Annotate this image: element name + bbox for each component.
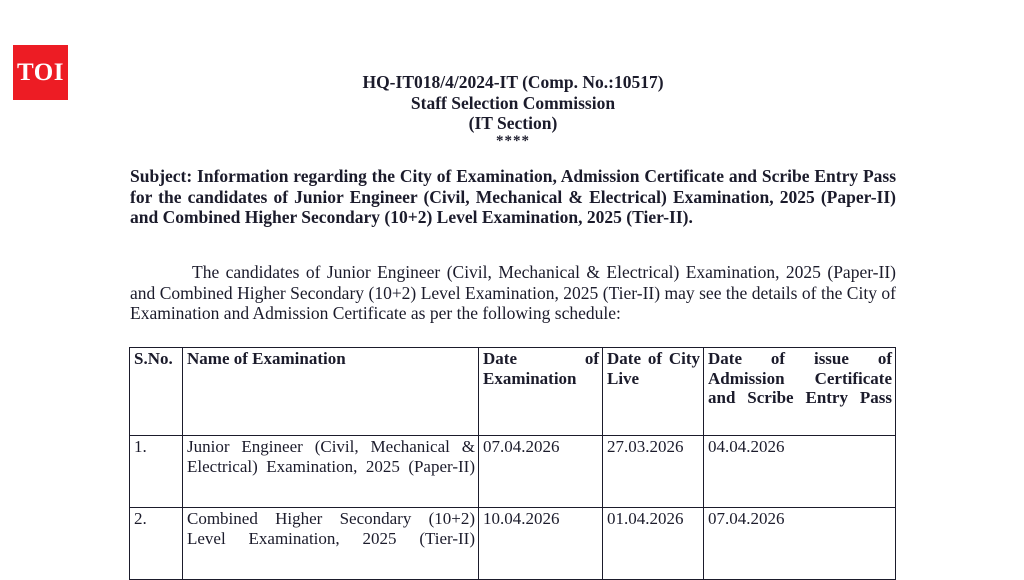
examination-schedule-table [129,347,896,580]
cell-date-issue: 04.04.2026 [704,436,896,508]
column-header-serial: S.No. [130,348,183,436]
table-row [130,436,896,508]
table-row [130,508,896,580]
cell-date-exam: 10.04.2026 [479,508,603,580]
cell-serial: 1. [130,436,183,508]
column-header-date-issue: Date of issue of Admission Certificate and Scribe Entry Pass [704,348,896,436]
cell-examination-name: Junior Engineer (Civil, Mechanical & Electrical) Examination, 2025 (Paper-II) [183,436,479,508]
table-header-row [130,348,896,436]
toi-logo-text: TOI [17,59,64,86]
column-header-date-city-live: Date of City Live [603,348,704,436]
toi-logo [13,45,68,100]
asterisk-separator: **** [496,132,530,149]
letterhead [130,72,896,148]
cell-serial: 2. [130,508,183,580]
cell-examination-name: Combined Higher Secondary (10+2) Level Examination, 2025 (Tier-II) [183,508,479,580]
cell-date-city-live: 27.03.2026 [603,436,704,508]
organization-name: Staff Selection Commission [410,92,616,113]
cell-date-city-live: 01.04.2026 [603,508,704,580]
body-paragraph: The candidates of Junior Engineer (Civil, Mechanical & Electrical) Examination, 2025 (Paper-II) and Combined Higher Secondary (10+2) Level Examination, 2025 (Tier-II) may see the details of the City of Examination and Admission Certificate as per the following schedule: [130,262,896,323]
department-name: (IT Section) [468,113,558,133]
subject-paragraph: Subject: Information regarding the City of Examination, Admission Certificate and Scribe Entry Pass for the candidates of Junior Engineer (Civil, Mechanical & Electrical) Examination, 2025 (Paper-II) and Combined Higher Secondary (10+2) Level Examination, 2025 (Tier-II). [130,166,896,227]
cell-date-exam: 07.04.2026 [479,436,603,508]
cell-date-issue: 07.04.2026 [704,508,896,580]
file-number: HQ-IT018/4/2024-IT (Comp. No.:10517) [362,72,664,92]
column-header-name: Name of Examination [183,348,479,436]
column-header-date-exam: Date of Examination [479,348,603,436]
